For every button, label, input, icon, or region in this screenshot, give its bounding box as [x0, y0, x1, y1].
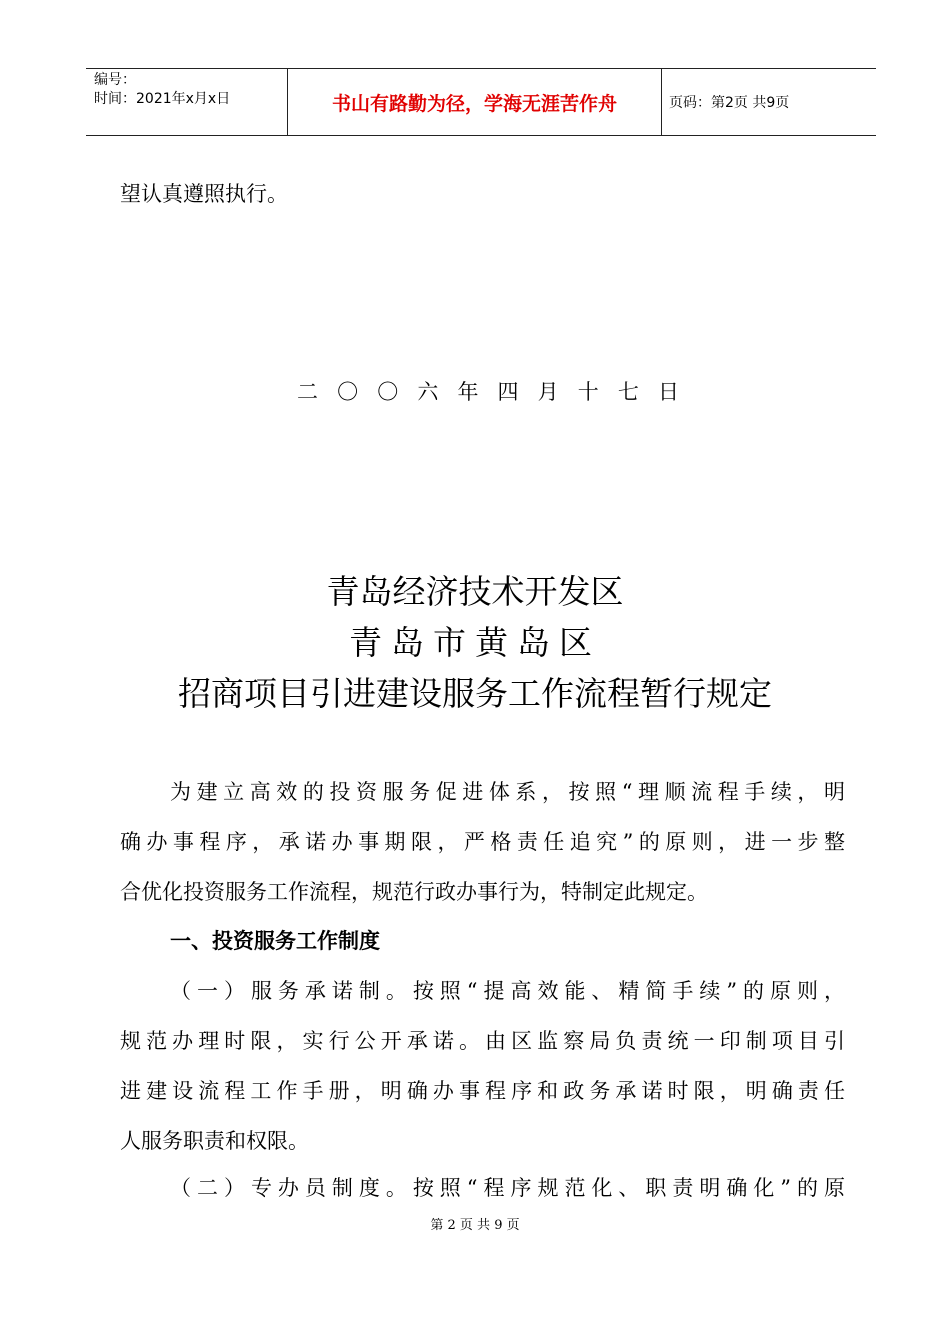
header-number-label: 编号：	[94, 72, 136, 88]
header-time-label: 时间：2021年x月x日	[94, 91, 231, 107]
title-line-2: 青岛市黄岛区	[349, 623, 601, 662]
header-meta	[94, 71, 284, 109]
page-footer: 第 2 页 共 9 页	[430, 1218, 520, 1233]
paragraph-line: 为建立高效的投资服务促进体系，按照“理顺流程手续，明	[170, 780, 845, 804]
document-header	[86, 68, 876, 136]
intro-line: 望认真遵照执行。	[120, 182, 288, 206]
document-date: 二〇〇六年四月十七日	[297, 380, 679, 404]
title-line-1: 青岛经济技术开发区	[326, 572, 624, 611]
paragraph-line: （二）专办员制度。按照“程序规范化、职责明确化”的原	[170, 1176, 845, 1200]
paragraph-line: 合优化投资服务工作流程，规范行政办事行为，特制定此规定。	[120, 880, 708, 904]
paragraph-line: 进建设流程工作手册，明确办事程序和政务承诺时限，明确责任	[120, 1079, 845, 1103]
header-page-info: 页码：第2页 共9页	[669, 95, 790, 111]
section-heading: 一、投资服务工作制度	[170, 929, 380, 953]
paragraph-line: （一）服务承诺制。按照“提高效能、精简手续”的原则，	[170, 979, 845, 1003]
paragraph-line: 人服务职责和权限。	[120, 1129, 309, 1153]
paragraph-line: 确办事程序，承诺办事期限，严格责任追究”的原则，进一步整	[120, 830, 845, 854]
paragraph-line: 规范办理时限，实行公开承诺。由区监察局负责统一印制项目引	[120, 1029, 845, 1053]
header-motto: 书山有路勤为径，学海无涯苦作舟	[331, 92, 617, 115]
title-line-3: 招商项目引进建设服务工作流程暂行规定	[178, 674, 772, 713]
header-divider	[661, 69, 662, 135]
